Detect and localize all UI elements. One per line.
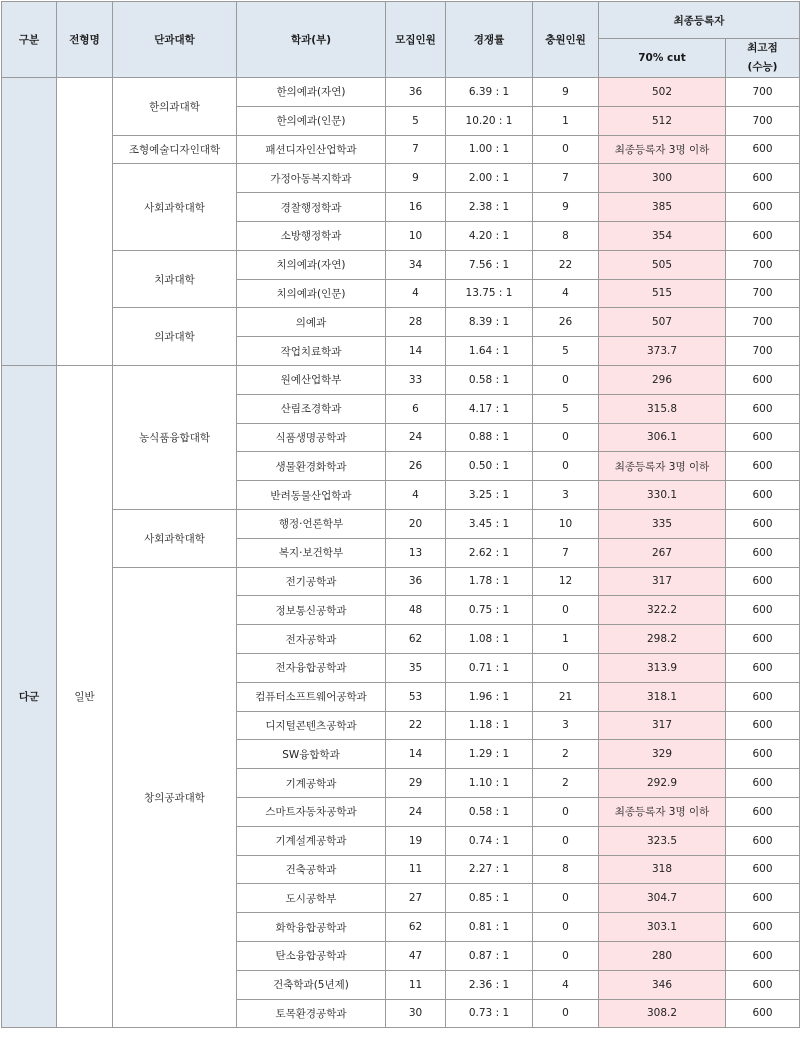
cut70-cell: 318.1 <box>599 682 726 711</box>
waitlist-cell: 5 <box>533 337 599 366</box>
category-cell <box>2 78 57 366</box>
department-cell: 건축공학과 <box>237 855 386 884</box>
waitlist-cell: 0 <box>533 913 599 942</box>
max-score-cell: 700 <box>726 337 800 366</box>
waitlist-cell: 1 <box>533 106 599 135</box>
quota-cell: 48 <box>386 596 446 625</box>
cut70-cell: 515 <box>599 279 726 308</box>
competition-cell: 3.45 : 1 <box>446 509 533 538</box>
competition-cell: 0.81 : 1 <box>446 913 533 942</box>
header-waitlist: 충원인원 <box>533 2 599 78</box>
quota-cell: 20 <box>386 509 446 538</box>
waitlist-cell: 1 <box>533 625 599 654</box>
cut70-cell: 304.7 <box>599 884 726 913</box>
max-score-cell: 600 <box>726 884 800 913</box>
cut70-cell: 최종등록자 3명 이하 <box>599 135 726 164</box>
cut70-cell: 최종등록자 3명 이하 <box>599 452 726 481</box>
quota-cell: 29 <box>386 769 446 798</box>
department-cell: 전자공학과 <box>237 625 386 654</box>
competition-cell: 2.00 : 1 <box>446 164 533 193</box>
competition-cell: 0.88 : 1 <box>446 423 533 452</box>
department-cell: 소방행정학과 <box>237 221 386 250</box>
waitlist-cell: 0 <box>533 452 599 481</box>
competition-cell: 0.58 : 1 <box>446 797 533 826</box>
max-score-cell: 600 <box>726 653 800 682</box>
waitlist-cell: 4 <box>533 279 599 308</box>
department-cell: SW융합학과 <box>237 740 386 769</box>
header-competition: 경쟁률 <box>446 2 533 78</box>
quota-cell: 19 <box>386 826 446 855</box>
department-cell: 산림조경학과 <box>237 394 386 423</box>
cut70-cell: 354 <box>599 221 726 250</box>
department-cell: 탄소융합공학과 <box>237 941 386 970</box>
waitlist-cell: 0 <box>533 826 599 855</box>
max-score-cell: 600 <box>726 135 800 164</box>
cut70-cell: 335 <box>599 509 726 538</box>
competition-cell: 2.36 : 1 <box>446 970 533 999</box>
quota-cell: 28 <box>386 308 446 337</box>
competition-cell: 1.00 : 1 <box>446 135 533 164</box>
waitlist-cell: 0 <box>533 941 599 970</box>
table-row <box>2 567 800 596</box>
competition-cell: 0.50 : 1 <box>446 452 533 481</box>
max-score-cell: 600 <box>726 711 800 740</box>
cut70-cell: 322.2 <box>599 596 726 625</box>
waitlist-cell: 0 <box>533 423 599 452</box>
max-score-cell: 600 <box>726 797 800 826</box>
competition-cell: 0.87 : 1 <box>446 941 533 970</box>
competition-cell: 2.38 : 1 <box>446 193 533 222</box>
waitlist-cell: 7 <box>533 164 599 193</box>
competition-cell: 1.64 : 1 <box>446 337 533 366</box>
header-cut70: 70% cut <box>599 39 726 78</box>
department-cell: 반려동물산업학과 <box>237 481 386 510</box>
college-cell: 치과대학 <box>113 250 237 308</box>
cut70-cell: 292.9 <box>599 769 726 798</box>
competition-cell: 0.75 : 1 <box>446 596 533 625</box>
waitlist-cell: 9 <box>533 78 599 107</box>
waitlist-cell: 7 <box>533 538 599 567</box>
department-cell: 생물환경화학과 <box>237 452 386 481</box>
quota-cell: 14 <box>386 337 446 366</box>
waitlist-cell: 12 <box>533 567 599 596</box>
quota-cell: 16 <box>386 193 446 222</box>
quota-cell: 62 <box>386 625 446 654</box>
department-cell: 토목환경공학과 <box>237 999 386 1028</box>
competition-cell: 0.85 : 1 <box>446 884 533 913</box>
department-cell: 경찰행정학과 <box>237 193 386 222</box>
college-cell: 사회과학대학 <box>113 509 237 567</box>
max-score-cell: 600 <box>726 452 800 481</box>
max-score-cell: 700 <box>726 279 800 308</box>
quota-cell: 53 <box>386 682 446 711</box>
cut70-cell: 300 <box>599 164 726 193</box>
admission-type-cell <box>57 78 113 366</box>
table-row <box>2 250 800 279</box>
max-score-cell: 600 <box>726 481 800 510</box>
waitlist-cell: 2 <box>533 769 599 798</box>
cut70-cell: 280 <box>599 941 726 970</box>
header-final-registrant: 최종등록자 <box>599 2 800 39</box>
cut70-cell: 최종등록자 3명 이하 <box>599 797 726 826</box>
college-cell: 농식품융합대학 <box>113 365 237 509</box>
waitlist-cell: 4 <box>533 970 599 999</box>
quota-cell: 36 <box>386 567 446 596</box>
table-row <box>2 78 800 107</box>
college-cell: 조형예술디자인대학 <box>113 135 237 164</box>
cut70-cell: 323.5 <box>599 826 726 855</box>
cut70-cell: 313.9 <box>599 653 726 682</box>
cut70-cell: 317 <box>599 711 726 740</box>
cut70-cell: 385 <box>599 193 726 222</box>
department-cell: 기계설계공학과 <box>237 826 386 855</box>
header-max-score-line2: (수능) <box>747 61 778 73</box>
competition-cell: 8.39 : 1 <box>446 308 533 337</box>
quota-cell: 13 <box>386 538 446 567</box>
waitlist-cell: 26 <box>533 308 599 337</box>
cut70-cell: 308.2 <box>599 999 726 1028</box>
competition-cell: 2.62 : 1 <box>446 538 533 567</box>
department-cell: 건축학과(5년제) <box>237 970 386 999</box>
cut70-cell: 330.1 <box>599 481 726 510</box>
max-score-cell: 600 <box>726 538 800 567</box>
competition-cell: 1.96 : 1 <box>446 682 533 711</box>
cut70-cell: 502 <box>599 78 726 107</box>
max-score-cell: 600 <box>726 740 800 769</box>
cut70-cell: 317 <box>599 567 726 596</box>
cut70-cell: 507 <box>599 308 726 337</box>
competition-cell: 0.58 : 1 <box>446 365 533 394</box>
table-row <box>2 509 800 538</box>
cut70-cell: 505 <box>599 250 726 279</box>
max-score-cell: 700 <box>726 78 800 107</box>
max-score-cell: 600 <box>726 682 800 711</box>
department-cell: 기계공학과 <box>237 769 386 798</box>
max-score-cell: 700 <box>726 250 800 279</box>
college-cell: 창의공과대학 <box>113 567 237 1028</box>
department-cell: 디지털콘텐츠공학과 <box>237 711 386 740</box>
max-score-cell: 600 <box>726 625 800 654</box>
quota-cell: 11 <box>386 970 446 999</box>
header-quota: 모집인원 <box>386 2 446 78</box>
max-score-cell: 600 <box>726 193 800 222</box>
quota-cell: 34 <box>386 250 446 279</box>
waitlist-cell: 22 <box>533 250 599 279</box>
max-score-cell: 600 <box>726 596 800 625</box>
competition-cell: 1.08 : 1 <box>446 625 533 654</box>
department-cell: 복지·보건학부 <box>237 538 386 567</box>
competition-cell: 0.71 : 1 <box>446 653 533 682</box>
department-cell: 전기공학과 <box>237 567 386 596</box>
department-cell: 컴퓨터소프트웨어공학과 <box>237 682 386 711</box>
department-cell: 한의예과(인문) <box>237 106 386 135</box>
max-score-cell: 700 <box>726 106 800 135</box>
quota-cell: 30 <box>386 999 446 1028</box>
waitlist-cell: 0 <box>533 884 599 913</box>
department-cell: 가정아동복지학과 <box>237 164 386 193</box>
department-cell: 도시공학부 <box>237 884 386 913</box>
quota-cell: 10 <box>386 221 446 250</box>
max-score-cell: 600 <box>726 855 800 884</box>
cut70-cell: 329 <box>599 740 726 769</box>
department-cell: 원예산업학부 <box>237 365 386 394</box>
waitlist-cell: 5 <box>533 394 599 423</box>
department-cell: 스마트자동차공학과 <box>237 797 386 826</box>
header-college: 단과대학 <box>113 2 237 78</box>
department-cell: 식품생명공학과 <box>237 423 386 452</box>
department-cell: 치의예과(인문) <box>237 279 386 308</box>
quota-cell: 6 <box>386 394 446 423</box>
waitlist-cell: 21 <box>533 682 599 711</box>
max-score-cell: 600 <box>726 941 800 970</box>
department-cell: 한의예과(자연) <box>237 78 386 107</box>
cut70-cell: 303.1 <box>599 913 726 942</box>
admission-type-cell: 일반 <box>57 365 113 1027</box>
header-admission-type: 전형명 <box>57 2 113 78</box>
waitlist-cell: 0 <box>533 365 599 394</box>
quota-cell: 9 <box>386 164 446 193</box>
max-score-cell: 600 <box>726 567 800 596</box>
admission-results-table <box>1 1 800 1028</box>
quota-cell: 33 <box>386 365 446 394</box>
max-score-cell: 600 <box>726 509 800 538</box>
quota-cell: 11 <box>386 855 446 884</box>
competition-cell: 2.27 : 1 <box>446 855 533 884</box>
competition-cell: 0.73 : 1 <box>446 999 533 1028</box>
competition-cell: 3.25 : 1 <box>446 481 533 510</box>
competition-cell: 0.74 : 1 <box>446 826 533 855</box>
college-cell: 의과대학 <box>113 308 237 366</box>
competition-cell: 10.20 : 1 <box>446 106 533 135</box>
max-score-cell: 600 <box>726 970 800 999</box>
competition-cell: 1.78 : 1 <box>446 567 533 596</box>
competition-cell: 1.10 : 1 <box>446 769 533 798</box>
table-header <box>2 2 800 78</box>
quota-cell: 24 <box>386 797 446 826</box>
department-cell: 전자융합공학과 <box>237 653 386 682</box>
quota-cell: 7 <box>386 135 446 164</box>
competition-cell: 4.20 : 1 <box>446 221 533 250</box>
max-score-cell: 600 <box>726 769 800 798</box>
waitlist-cell: 3 <box>533 711 599 740</box>
quota-cell: 4 <box>386 481 446 510</box>
quota-cell: 36 <box>386 78 446 107</box>
max-score-cell: 700 <box>726 308 800 337</box>
waitlist-cell: 0 <box>533 999 599 1028</box>
cut70-cell: 298.2 <box>599 625 726 654</box>
cut70-cell: 315.8 <box>599 394 726 423</box>
max-score-cell: 600 <box>726 999 800 1028</box>
header-department: 학과(부) <box>237 2 386 78</box>
max-score-cell: 600 <box>726 365 800 394</box>
waitlist-cell: 10 <box>533 509 599 538</box>
table-row <box>2 135 800 164</box>
waitlist-cell: 8 <box>533 221 599 250</box>
cut70-cell: 267 <box>599 538 726 567</box>
max-score-cell: 600 <box>726 423 800 452</box>
table-body <box>2 78 800 1028</box>
table-row <box>2 365 800 394</box>
department-cell: 의예과 <box>237 308 386 337</box>
waitlist-cell: 0 <box>533 596 599 625</box>
waitlist-cell: 2 <box>533 740 599 769</box>
department-cell: 치의예과(자연) <box>237 250 386 279</box>
competition-cell: 6.39 : 1 <box>446 78 533 107</box>
department-cell: 화학융합공학과 <box>237 913 386 942</box>
competition-cell: 13.75 : 1 <box>446 279 533 308</box>
department-cell: 행정·언론학부 <box>237 509 386 538</box>
max-score-cell: 600 <box>726 394 800 423</box>
table-row <box>2 308 800 337</box>
cut70-cell: 306.1 <box>599 423 726 452</box>
header-category: 구분 <box>2 2 57 78</box>
waitlist-cell: 0 <box>533 135 599 164</box>
college-cell: 사회과학대학 <box>113 164 237 250</box>
quota-cell: 47 <box>386 941 446 970</box>
waitlist-cell: 9 <box>533 193 599 222</box>
category-cell: 다군 <box>2 365 57 1027</box>
quota-cell: 24 <box>386 423 446 452</box>
quota-cell: 35 <box>386 653 446 682</box>
competition-cell: 7.56 : 1 <box>446 250 533 279</box>
waitlist-cell: 0 <box>533 797 599 826</box>
table-row <box>2 164 800 193</box>
max-score-cell: 600 <box>726 221 800 250</box>
quota-cell: 27 <box>386 884 446 913</box>
max-score-cell: 600 <box>726 164 800 193</box>
cut70-cell: 318 <box>599 855 726 884</box>
quota-cell: 26 <box>386 452 446 481</box>
waitlist-cell: 8 <box>533 855 599 884</box>
quota-cell: 62 <box>386 913 446 942</box>
competition-cell: 1.18 : 1 <box>446 711 533 740</box>
waitlist-cell: 0 <box>533 653 599 682</box>
department-cell: 패션디자인산업학과 <box>237 135 386 164</box>
competition-cell: 4.17 : 1 <box>446 394 533 423</box>
waitlist-cell: 3 <box>533 481 599 510</box>
quota-cell: 14 <box>386 740 446 769</box>
cut70-cell: 296 <box>599 365 726 394</box>
quota-cell: 4 <box>386 279 446 308</box>
quota-cell: 22 <box>386 711 446 740</box>
cut70-cell: 512 <box>599 106 726 135</box>
competition-cell: 1.29 : 1 <box>446 740 533 769</box>
cut70-cell: 373.7 <box>599 337 726 366</box>
department-cell: 정보통신공학과 <box>237 596 386 625</box>
quota-cell: 5 <box>386 106 446 135</box>
max-score-cell: 600 <box>726 913 800 942</box>
max-score-cell: 600 <box>726 826 800 855</box>
header-max-score <box>726 39 800 78</box>
cut70-cell: 346 <box>599 970 726 999</box>
header-max-score-line1: 최고점 <box>747 42 778 54</box>
department-cell: 작업치료학과 <box>237 337 386 366</box>
college-cell: 한의과대학 <box>113 78 237 136</box>
